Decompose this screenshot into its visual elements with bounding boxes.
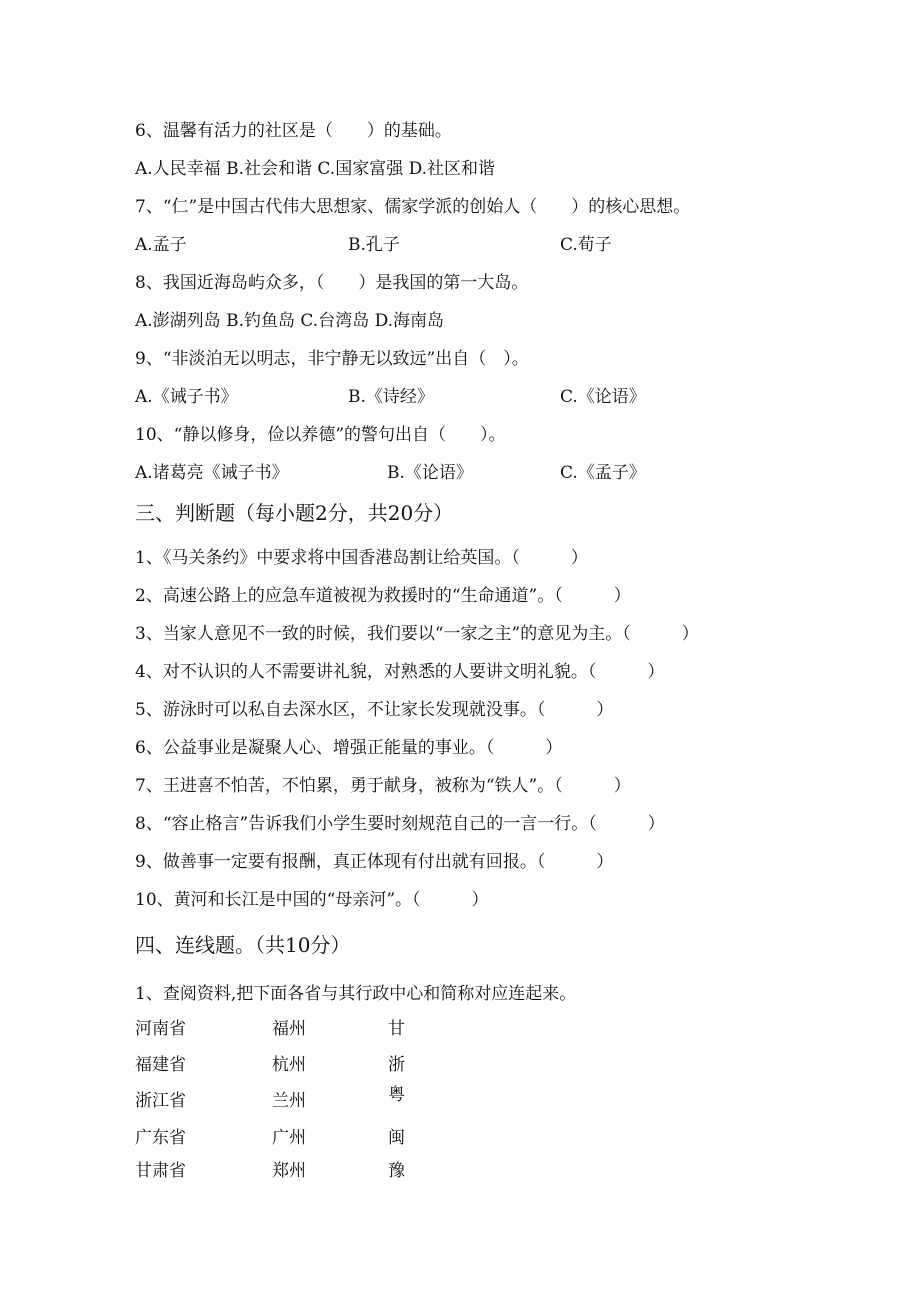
province: 广东省 <box>135 1128 186 1148</box>
option-c: C.《论语》 <box>560 387 646 407</box>
question-6-options: A.人民幸福 B.社会和谐 C.国家富强 D.社区和谐 <box>135 159 496 179</box>
capital: 广州 <box>272 1128 306 1148</box>
matching-row <box>135 1127 735 1149</box>
province: 甘肃省 <box>135 1161 186 1181</box>
judgement-item-1: 1、《马关条约》中要求将中国香港岛割让给英国。（ ） <box>135 548 588 568</box>
question-7: 7、“仁”是中国古代伟大思想家、儒家学派的创始人（ ）的核心思想。 <box>135 197 691 217</box>
option-c: C.荀子 <box>560 235 612 255</box>
capital: 福州 <box>272 1019 306 1039</box>
judgement-item-2: 2、高速公路上的应急车道被视为救援时的“生命通道”。（ ） <box>135 586 631 606</box>
matching-row <box>135 1160 735 1182</box>
option-b: B.《诗经》 <box>348 387 434 407</box>
judgement-item-8: 8、“容止格言”告诉我们小学生要时刻规范自己的一言一行。（ ） <box>135 814 665 834</box>
option-b: B.孔子 <box>348 235 400 255</box>
judgement-item-3: 3、当家人意见不一致的时候，我们要以“一家之主”的意见为主。（ ） <box>135 624 699 644</box>
question-8-options: A.澎湖列岛 B.钓鱼岛 C.台湾岛 D.海南岛 <box>135 311 445 331</box>
section-3-title: 三、判断题（每小题2分，共20分） <box>135 501 454 525</box>
question-8: 8、我国近海岛屿众多，（ ）是我国的第一大岛。 <box>135 273 529 293</box>
capital: 杭州 <box>272 1055 306 1075</box>
abbreviation: 浙 <box>388 1055 405 1075</box>
capital: 兰州 <box>272 1091 306 1111</box>
option-a: A.诸葛亮《诫子书》 <box>135 463 289 483</box>
matching-row <box>135 1054 735 1076</box>
abbreviation: 闽 <box>388 1128 405 1148</box>
question-10: 10、“静以修身，俭以养德”的警句出自（ ）。 <box>135 425 506 445</box>
question-7-options <box>135 234 735 256</box>
abbreviation: 粤 <box>388 1085 405 1105</box>
judgement-item-10: 10、黄河和长江是中国的“母亲河”。（ ） <box>135 890 489 910</box>
option-a: A.《诫子书》 <box>135 387 238 407</box>
matching-row <box>135 1018 735 1040</box>
matching-row <box>135 1085 735 1112</box>
question-9-options <box>135 386 735 408</box>
abbreviation: 甘 <box>388 1019 405 1039</box>
province: 浙江省 <box>135 1091 186 1111</box>
capital: 郑州 <box>272 1161 306 1181</box>
judgement-item-9: 9、做善事一定要有报酬，真正体现有付出就有回报。（ ） <box>135 852 614 872</box>
option-a: A.孟子 <box>135 235 187 255</box>
option-c: C.《孟子》 <box>560 463 646 483</box>
abbreviation: 豫 <box>388 1161 405 1181</box>
province: 河南省 <box>135 1019 186 1039</box>
question-10-options <box>135 462 735 484</box>
judgement-item-6: 6、公益事业是凝聚人心、增强正能量的事业。（ ） <box>135 738 563 758</box>
question-9: 9、“非淡泊无以明志，非宁静无以致远”出自（ ）。 <box>135 349 529 369</box>
judgement-item-5: 5、游泳时可以私自去深水区，不让家长发现就没事。（ ） <box>135 700 614 720</box>
question-6: 6、温馨有活力的社区是（ ）的基础。 <box>135 121 452 141</box>
matching-instruction: 1、查阅资料,把下面各省与其行政中心和简称对应连起来。 <box>135 984 577 1004</box>
section-4-title: 四、连线题。（共10分） <box>135 933 351 957</box>
judgement-item-4: 4、对不认识的人不需要讲礼貌，对熟悉的人要讲文明礼貌。（ ） <box>135 662 665 682</box>
province: 福建省 <box>135 1055 186 1075</box>
option-b: B.《论语》 <box>387 463 473 483</box>
judgement-item-7: 7、王进喜不怕苦，不怕累，勇于献身，被称为“铁人”。（ ） <box>135 776 631 796</box>
